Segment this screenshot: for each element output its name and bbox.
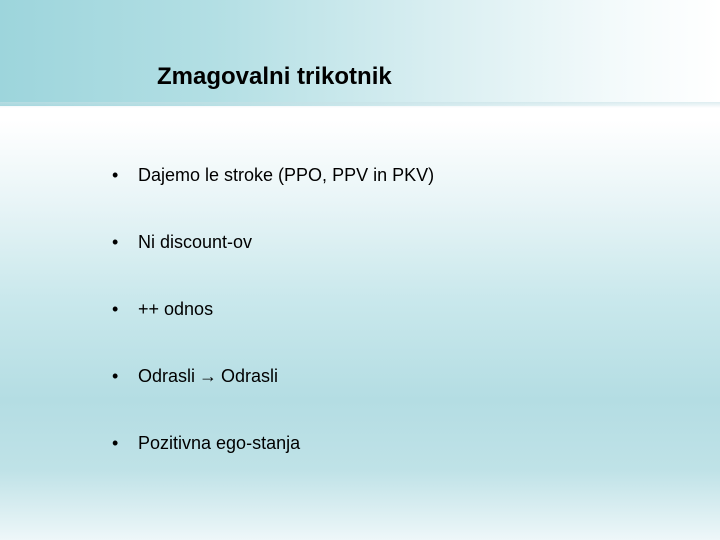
list-item: [112, 432, 300, 454]
list-item-text: Ni discount-ov: [138, 232, 253, 252]
bullet-icon: •: [112, 165, 119, 185]
bullet-icon: •: [112, 366, 119, 386]
list-item-text: Dajemo le stroke (PPO, PPV in PKV): [138, 165, 435, 185]
title-bar-divider: [0, 102, 720, 108]
list-item-text-before: Odrasli: [138, 366, 196, 386]
list-item: [112, 164, 434, 186]
bullet-icon: •: [112, 433, 119, 453]
arrow-right-icon: →: [199, 366, 218, 386]
bullet-icon: •: [112, 232, 119, 252]
list-item-text: ++ odnos: [138, 299, 214, 319]
slide-title: Zmagovalni trikotnik: [157, 63, 392, 90]
list-item-text-after: Odrasli: [221, 366, 279, 386]
bullet-icon: •: [112, 299, 119, 319]
list-item-text: Pozitivna ego-stanja: [138, 433, 301, 453]
list-item: [112, 365, 278, 387]
list-item: [112, 298, 213, 320]
list-item: [112, 231, 252, 253]
